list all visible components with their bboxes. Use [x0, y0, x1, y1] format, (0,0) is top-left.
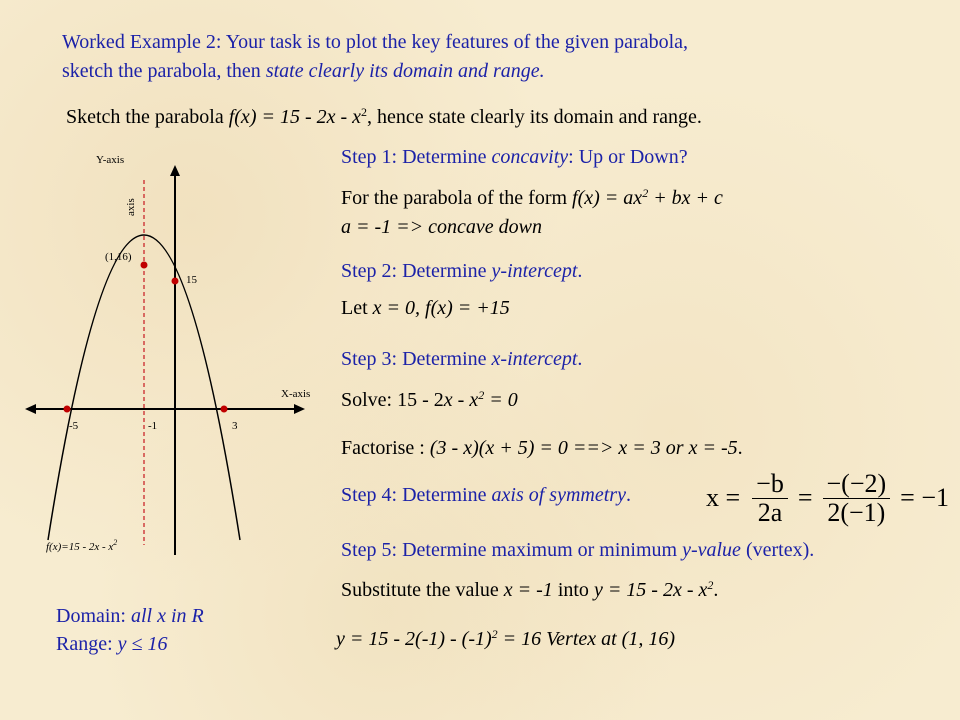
step-5-line-1: Substitute the value x = -1 into $y = 15 - 2x - x^2$. — [341, 578, 719, 601]
y-axis-label: Y-axis — [96, 154, 125, 166]
symmetry-axis-label: axis — [125, 198, 137, 216]
step-4-heading: Step 4: Determine axis of symmetry. — [341, 484, 631, 506]
vertex-label: (1,16) — [105, 251, 132, 263]
x-tick-right: 3 — [232, 420, 238, 432]
y-intercept-label: 15 — [186, 274, 197, 286]
intro-line-1: Worked Example 2: Your task is to plot the key features of the given parabola, — [62, 31, 689, 53]
intro-line-2: sketch the parabola, then state clearly its domain and range. — [62, 60, 545, 82]
step-1-line-2: a = -1 => concave down — [341, 216, 542, 238]
axis-of-symmetry-formula: x = $\frac{-b}{2a}$ = $\frac{-(-2)}{2(-1)}$ = −1 — [706, 468, 949, 527]
x-intercept-right-point — [221, 406, 228, 413]
vertex-point — [141, 262, 148, 269]
domain-statement: Domain: all x in R — [56, 605, 204, 627]
range-statement: Range: y ≤ 16 — [56, 633, 168, 655]
x-tick-left: -5 — [69, 420, 79, 432]
y-intercept-point — [172, 278, 179, 285]
x-axis-arrow-left — [25, 404, 36, 414]
step-5-line-2: $y = 15 - 2(-1) - (-1)^2 = 16$ Vertex at (1, 16) — [336, 627, 675, 650]
x-axis-arrow — [294, 404, 305, 414]
problem-statement: Sketch the parabola $f(x) = 15 - 2x - x^2$, hence state clearly its domain and range. — [66, 105, 702, 128]
formula-lhs: x = — [706, 483, 741, 512]
y-axis-arrow — [170, 165, 180, 176]
fraction-1: $\frac{-b}{2a}$ — [752, 470, 788, 527]
x-axis-label: X-axis — [281, 388, 311, 400]
x-tick-mid: -1 — [148, 420, 158, 432]
function-label: $f(x)=15 - 2x - x^2$ — [46, 538, 118, 553]
step-3-heading: Step 3: Determine x-intercept. — [341, 348, 583, 370]
step-1-heading: Step 1: Determine concavity: Up or Down? — [341, 146, 688, 168]
step-5-heading: Step 5: Determine maximum or minimum y-value (vertex). — [341, 539, 815, 561]
step-2-line: Let x = 0, f(x) = +15 — [341, 297, 510, 319]
step-1-line-1: For the parabola of the form $f(x) = ax^2$ + bx + c — [341, 186, 723, 209]
step-2-heading: Step 2: Determine y-intercept. — [341, 260, 583, 282]
step-3-line-2: Factorise : (3 - x)(x + 5) = 0 ==> x = 3 or x = -5. — [341, 437, 743, 459]
step-3-line-1: Solve: $15 - 2x - x^2 = 0$ — [341, 388, 518, 411]
x-intercept-left-point — [64, 406, 71, 413]
fraction-2: $\frac{-(-2)}{2(-1)}$ — [823, 470, 891, 527]
